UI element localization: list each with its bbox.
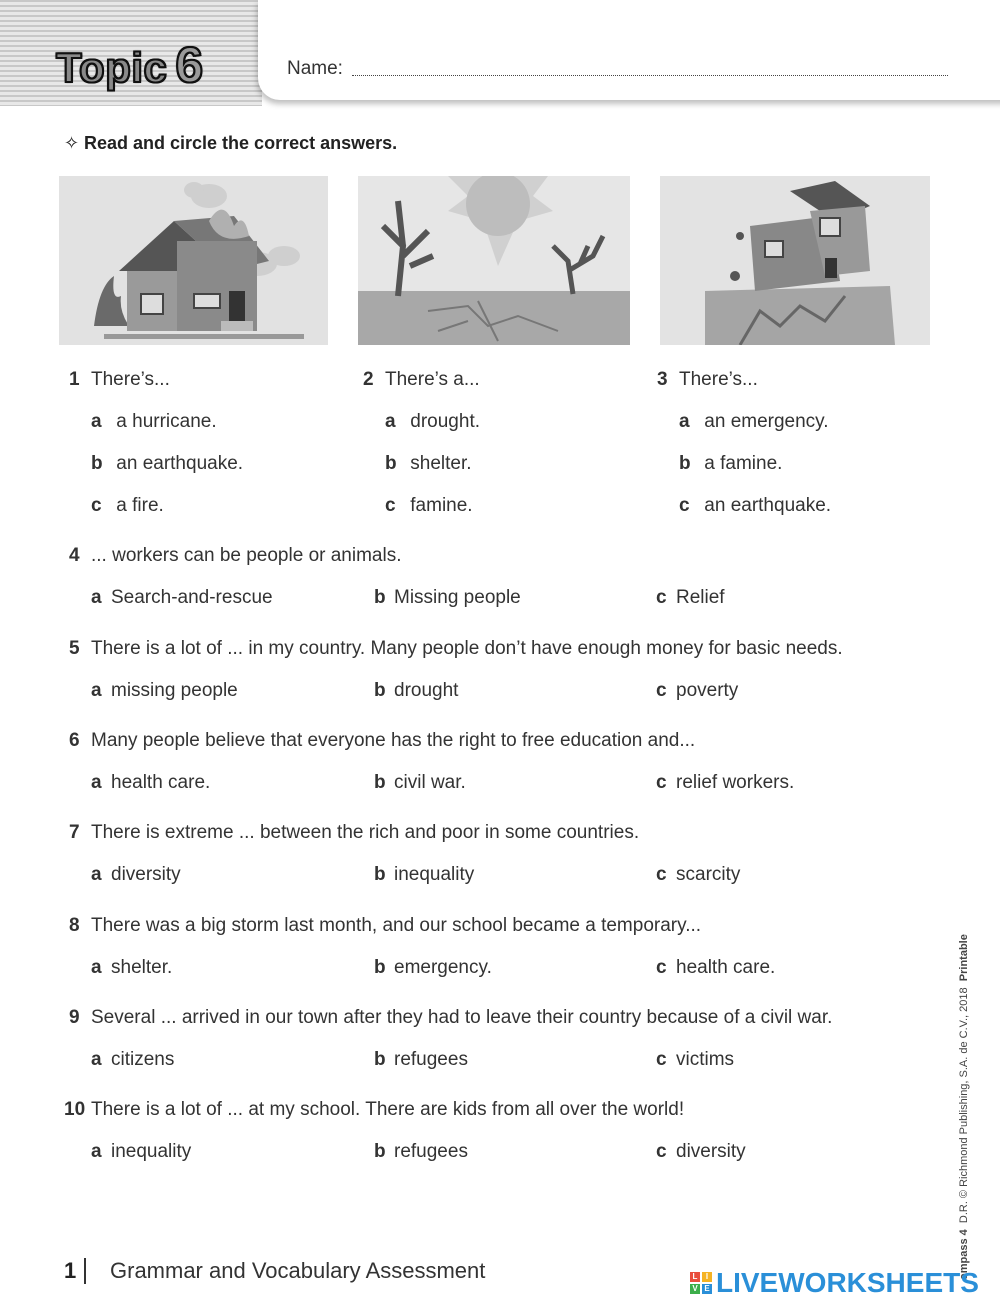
question-6: 6 Many people believe that everyone has the right to free education and...	[69, 730, 696, 751]
question-2: 2 There’s a...	[363, 369, 480, 390]
option-9c[interactable]: c victims	[656, 1049, 735, 1070]
option-4c[interactable]: c Relief	[656, 587, 725, 608]
logo-blocks-icon: L I V E	[690, 1272, 712, 1294]
question-7: 7 There is extreme ... between the rich and poor in some countries.	[69, 822, 640, 843]
earthquake-house-picture	[660, 176, 930, 345]
name-input-line[interactable]	[352, 75, 948, 76]
option-5c[interactable]: c poverty	[656, 680, 739, 701]
liveworksheets-logo[interactable]	[690, 1268, 979, 1298]
option-9a[interactable]: a citizens	[91, 1049, 175, 1070]
topic-word: Topic	[56, 44, 168, 91]
option-2b[interactable]: b shelter.	[385, 453, 472, 474]
option-7b[interactable]: b inequality	[374, 864, 475, 885]
option-1c[interactable]: c a fire.	[91, 495, 164, 516]
option-7a[interactable]: a diversity	[91, 864, 181, 885]
question-9: 9 Several ... arrived in our town after they had to leave their country because of a civil war.	[69, 1007, 833, 1028]
drought-picture	[358, 176, 630, 345]
option-6c[interactable]: c relief workers.	[656, 772, 795, 793]
option-4b[interactable]: b Missing people	[374, 587, 521, 608]
option-9b[interactable]: b refugees	[374, 1049, 468, 1070]
copyright-notice: ompass 4 D.R. © Richmond Publishing, S.A. de C.V., 2018 Printable	[958, 934, 970, 1280]
option-10b[interactable]: b refugees	[374, 1141, 468, 1162]
question-1: 1 There’s...	[69, 369, 170, 390]
option-7c[interactable]: c scarcity	[656, 864, 741, 885]
option-3b[interactable]: b a famine.	[679, 453, 783, 474]
question-5: 5 There is a lot of ... in my country. Many people don’t have enough money for basic needs.	[69, 638, 843, 659]
page-number: 1	[64, 1258, 77, 1283]
option-5b[interactable]: b drought	[374, 680, 459, 701]
footer-title: Grammar and Vocabulary Assessment	[110, 1258, 486, 1283]
option-8b[interactable]: b emergency.	[374, 957, 492, 978]
question-3: 3 There’s...	[657, 369, 758, 390]
option-6b[interactable]: b civil war.	[374, 772, 466, 793]
house-on-fire-picture	[59, 176, 328, 345]
page-divider	[84, 1258, 86, 1284]
instruction-text: Read and circle the correct answers.	[84, 133, 398, 153]
option-6a[interactable]: a health care.	[91, 772, 211, 793]
option-2a[interactable]: a drought.	[385, 411, 481, 432]
topic-title	[56, 36, 204, 94]
option-1b[interactable]: b an earthquake.	[91, 453, 244, 474]
option-8c[interactable]: c health care.	[656, 957, 776, 978]
option-10c[interactable]: c diversity	[656, 1141, 746, 1162]
instruction	[64, 133, 397, 154]
option-3a[interactable]: a an emergency.	[679, 411, 829, 432]
option-2c[interactable]: c famine.	[385, 495, 473, 516]
option-3c[interactable]: c an earthquake.	[679, 495, 832, 516]
option-4a[interactable]: a Search-and-rescue	[91, 587, 273, 608]
name-tab	[258, 0, 1000, 100]
brand-name: LIVEWORKSHEETS	[716, 1267, 979, 1298]
option-5a[interactable]: a missing people	[91, 680, 238, 701]
option-10a[interactable]: a inequality	[91, 1141, 192, 1162]
sparkle-icon: ✧	[64, 133, 80, 153]
question-4: 4 ... workers can be people or animals.	[69, 545, 402, 566]
topic-number: 6	[175, 37, 204, 93]
option-1a[interactable]: a a hurricane.	[91, 411, 217, 432]
question-8: 8 There was a big storm last month, and our school became a temporary...	[69, 915, 702, 936]
option-8a[interactable]: a shelter.	[91, 957, 173, 978]
name-label: Name:	[287, 58, 343, 79]
question-10: 10 There is a lot of ... at my school. There are kids from all over the world!	[64, 1099, 685, 1120]
